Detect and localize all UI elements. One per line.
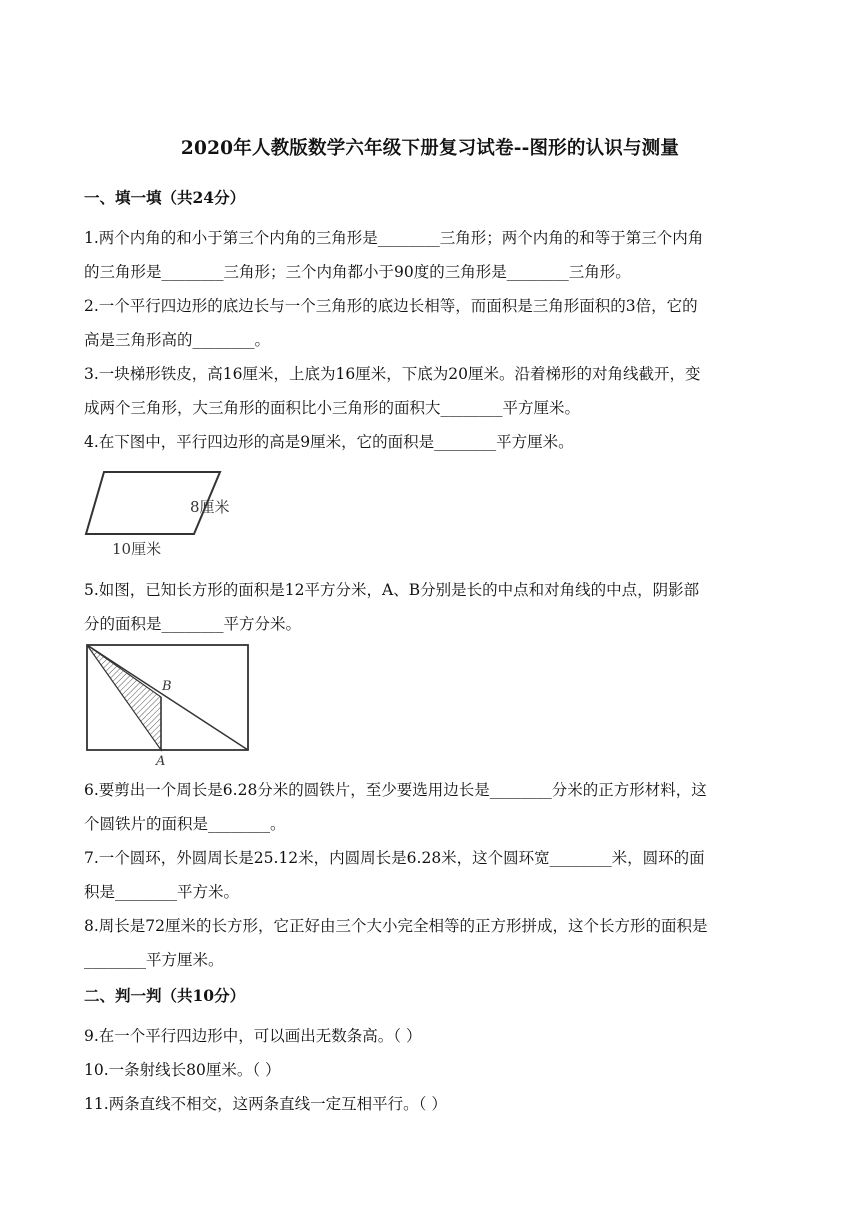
question-10: 10.一条射线长80厘米。（ ） xyxy=(84,1061,281,1079)
parallelogram-side-label: 8厘米 xyxy=(190,498,230,516)
question-5-line-2: 分的面积是________平方分米。 xyxy=(84,615,302,633)
question-8-line-2: ________平方厘米。 xyxy=(84,951,224,969)
question-1-line-2: 的三角形是________三角形；三个内角都小于90度的三角形是________三角形。 xyxy=(84,263,631,281)
page-title: 2020年人教版数学六年级下册复习试卷--图形的认识与测量 xyxy=(180,138,680,159)
diagonal-line xyxy=(87,645,248,750)
question-8-line-1: 8.周长是72厘米的长方形，它正好由三个大小完全相等的正方形拼成，这个长方形的面积是 xyxy=(84,917,708,935)
question-3-line-1: 3.一块梯形铁皮，高16厘米，上底为16厘米，下底为20厘米。沿着梯形的对角线截开，变 xyxy=(84,365,701,383)
point-b-label: B xyxy=(162,679,172,694)
shaded-triangle xyxy=(87,645,161,750)
question-9: 9.在一个平行四边形中，可以画出无数条高。（ ） xyxy=(84,1027,422,1045)
section-heading-judge: 二、判一判（共10分） xyxy=(84,986,246,1005)
question-2-line-2: 高是三角形高的________。 xyxy=(84,331,271,349)
point-a-label: A xyxy=(156,754,166,768)
section-heading-fill: 一、填一填（共24分） xyxy=(84,188,246,207)
question-2-line-1: 2.一个平行四边形的底边长与一个三角形的底边长相等，而面积是三角形面积的3倍，它的 xyxy=(84,297,698,315)
parallelogram-figure xyxy=(82,466,252,562)
question-6-line-2: 个圆铁片的面积是________。 xyxy=(84,815,286,833)
parallelogram-base-label: 10厘米 xyxy=(112,540,162,558)
question-4-line-1: 4.在下图中，平行四边形的高是9厘米，它的面积是________平方厘米。 xyxy=(84,433,574,451)
question-3-line-2: 成两个三角形，大三角形的面积比小三角形的面积大________平方厘米。 xyxy=(84,399,581,417)
question-7-line-1: 7.一个圆环，外圆周长是25.12米，内圆周长是6.28米，这个圆环宽________米，圆环的面 xyxy=(84,849,705,867)
question-11: 11.两条直线不相交，这两条直线一定互相平行。（ ） xyxy=(84,1095,447,1113)
question-6-line-1: 6.要剪出一个周长是6.28分米的圆铁片，至少要选用边长是________分米的正方形材料，这 xyxy=(84,781,707,799)
rectangle-figure xyxy=(84,642,254,768)
question-1-line-1: 1.两个内角的和小于第三个内角的三角形是________三角形；两个内角的和等于第三个内角 xyxy=(84,229,704,247)
question-7-line-2: 积是________平方米。 xyxy=(84,883,240,901)
question-5-line-1: 5.如图，已知长方形的面积是12平方分米，A、B分别是长的中点和对角线的中点，阴影部 xyxy=(84,581,700,599)
